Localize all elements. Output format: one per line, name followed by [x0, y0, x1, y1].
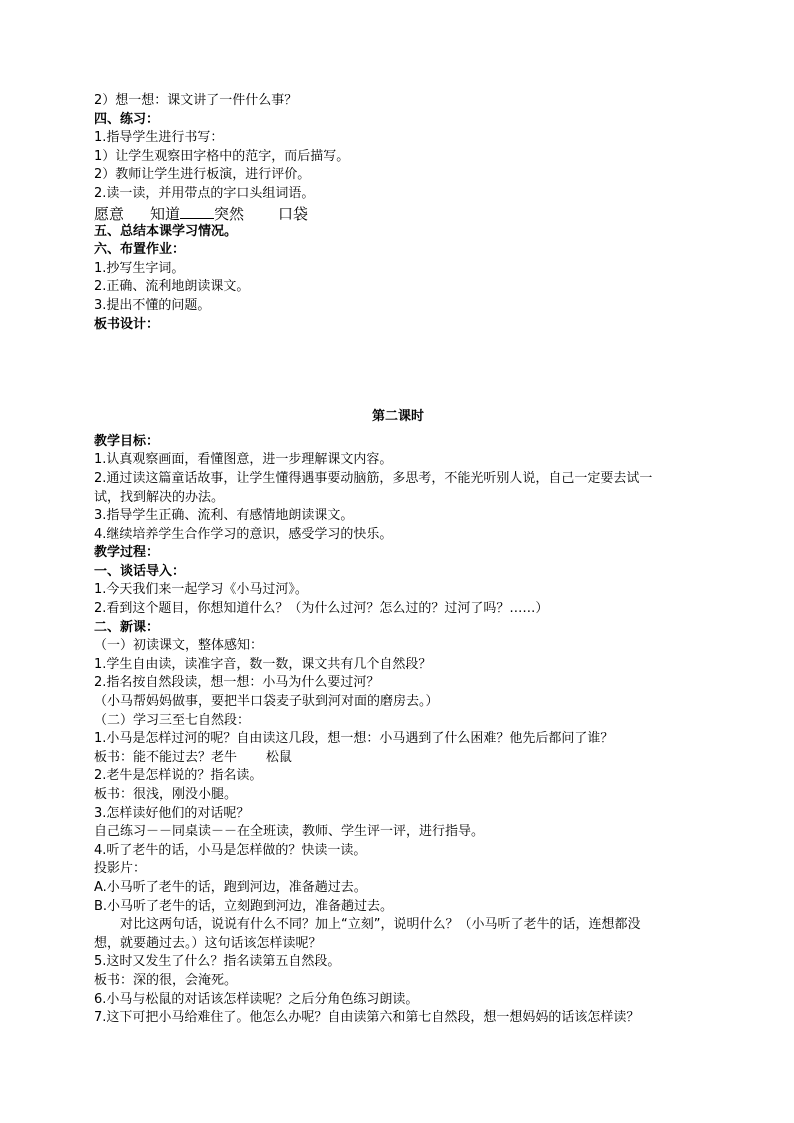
word-item: 知道: [150, 204, 181, 223]
sentence-a: A.小马听了老牛的话，跑到河边，准备趟过去。: [94, 879, 367, 895]
question-item: 3.怎样读好他们的对话呢？: [94, 805, 250, 821]
word-item: 口袋: [278, 204, 309, 223]
goal-item-continued: 试，找到解决的办法。: [94, 489, 225, 505]
compare-note-continued: 想，就要趟过去。）这句话该怎样读呢？: [94, 935, 322, 951]
intro-item: 1.今天我们来一起学习《小马过河》。: [94, 582, 308, 598]
word-item: 愿意: [94, 204, 125, 223]
question-item: 7.这下可把小马给难住了。他怎么办呢？自由读第六和第七自然段，想一想妈妈的话该怎样读？: [94, 1010, 640, 1026]
projection-label: 投影片：: [94, 861, 147, 877]
step-item: 1.学生自由读，读准字音，数一数，课文共有几个自然段？: [94, 656, 432, 672]
subsection-heading: （一）初读课文，整体感知：: [94, 638, 264, 654]
goal-item: 3.指导学生正确、流利、有感情地朗读课文。: [94, 508, 354, 524]
word-item: 突然: [214, 204, 245, 223]
practice-note: 自己练习－－同桌读－－在全班读，教师、学生评一评，进行指导。: [94, 824, 485, 840]
section-heading-summary: 五、总结本课学习情况。: [94, 223, 238, 239]
goal-item: 1.认真观察画面，看懂图意，进一步理解课文内容。: [94, 452, 393, 468]
compare-note: 对比这两句话，说说有什么不同？加上“立刻”，说明什么？（小马听了老牛的话，连想都没: [120, 917, 641, 933]
board-note: 板书：很浅，刚没小腿。: [94, 787, 238, 802]
writing-guide: 1.指导学生进行书写：: [94, 130, 224, 146]
homework-item: 3.提出不懂的问题。: [94, 297, 211, 313]
question-item: 1.小马是怎样过河的呢？自由读这几段，想一想：小马遇到了什么困难？他先后都问了谁？: [94, 731, 614, 747]
goal-item: 4.继续培养学生合作学习的意识，感受学习的快乐。: [94, 526, 393, 542]
new-lesson-heading: 二、新课：: [94, 619, 160, 635]
homework-item: 1.抄写生字词。: [94, 260, 185, 276]
goal-item: 2.通过读这篇童话故事，让学生懂得遇事要动脑筋，多思考，不能光听别人说，自己一定要去试一: [94, 470, 653, 486]
section-heading-practice: 四、练习：: [94, 111, 160, 127]
question-item: 6.小马与松鼠的对话该怎样读呢？之后分角色练习朗读。: [94, 991, 419, 1007]
step-answer: （小马帮妈妈做事，要把半口袋麦子驮到河对面的磨房去。）: [94, 694, 439, 710]
think-question: 2）想一想：课文讲了一件什么事？: [94, 93, 298, 108]
blank-space: [94, 334, 702, 408]
question-item: 2.老牛是怎样说的？指名读。: [94, 768, 263, 784]
intro-heading: 一、谈话导入：: [94, 563, 186, 579]
section-heading-homework: 六、布置作业：: [94, 242, 186, 258]
observe-step: 1）让学生观察田字格中的范字，而后描写。: [94, 148, 350, 164]
lesson-title: 第二课时: [371, 409, 424, 425]
process-heading: 教学过程：: [94, 545, 160, 561]
read-task: 2.读一读，并用带点的字口头组词语。: [94, 185, 315, 201]
question-item: 4.听了老牛的话，小马是怎样做的？快读一读。: [94, 842, 367, 858]
question-item: 5.这时又发生了什么？指名读第五自然段。: [94, 954, 341, 970]
board-design-heading: 板书设计：: [94, 316, 160, 332]
teacher-demo-step: 2）教师让学生进行板演，进行评价。: [94, 167, 311, 183]
homework-item: 2.正确、流利地朗读课文。: [94, 279, 250, 295]
subsection-heading: （二）学习三至七自然段：: [94, 712, 251, 728]
document-page: [94, 92, 702, 1028]
intro-item: 2.看到这个题目，你想知道什么？（为什么过河？怎么过的？过河了吗？……）: [94, 601, 549, 617]
word-list: [94, 204, 702, 223]
board-note: 板书：深的很，会淹死。: [94, 972, 238, 988]
step-item: 2.指名按自然段读，想一想：小马为什么要过河？: [94, 675, 380, 691]
goals-heading: 教学目标：: [94, 433, 160, 449]
sentence-b: B.小马听了老牛的话，立刻跑到河边，准备趟过去。: [94, 898, 394, 914]
underline-blank: [180, 204, 214, 219]
board-note: 板书：能不能过去？老牛 松鼠: [94, 749, 292, 765]
